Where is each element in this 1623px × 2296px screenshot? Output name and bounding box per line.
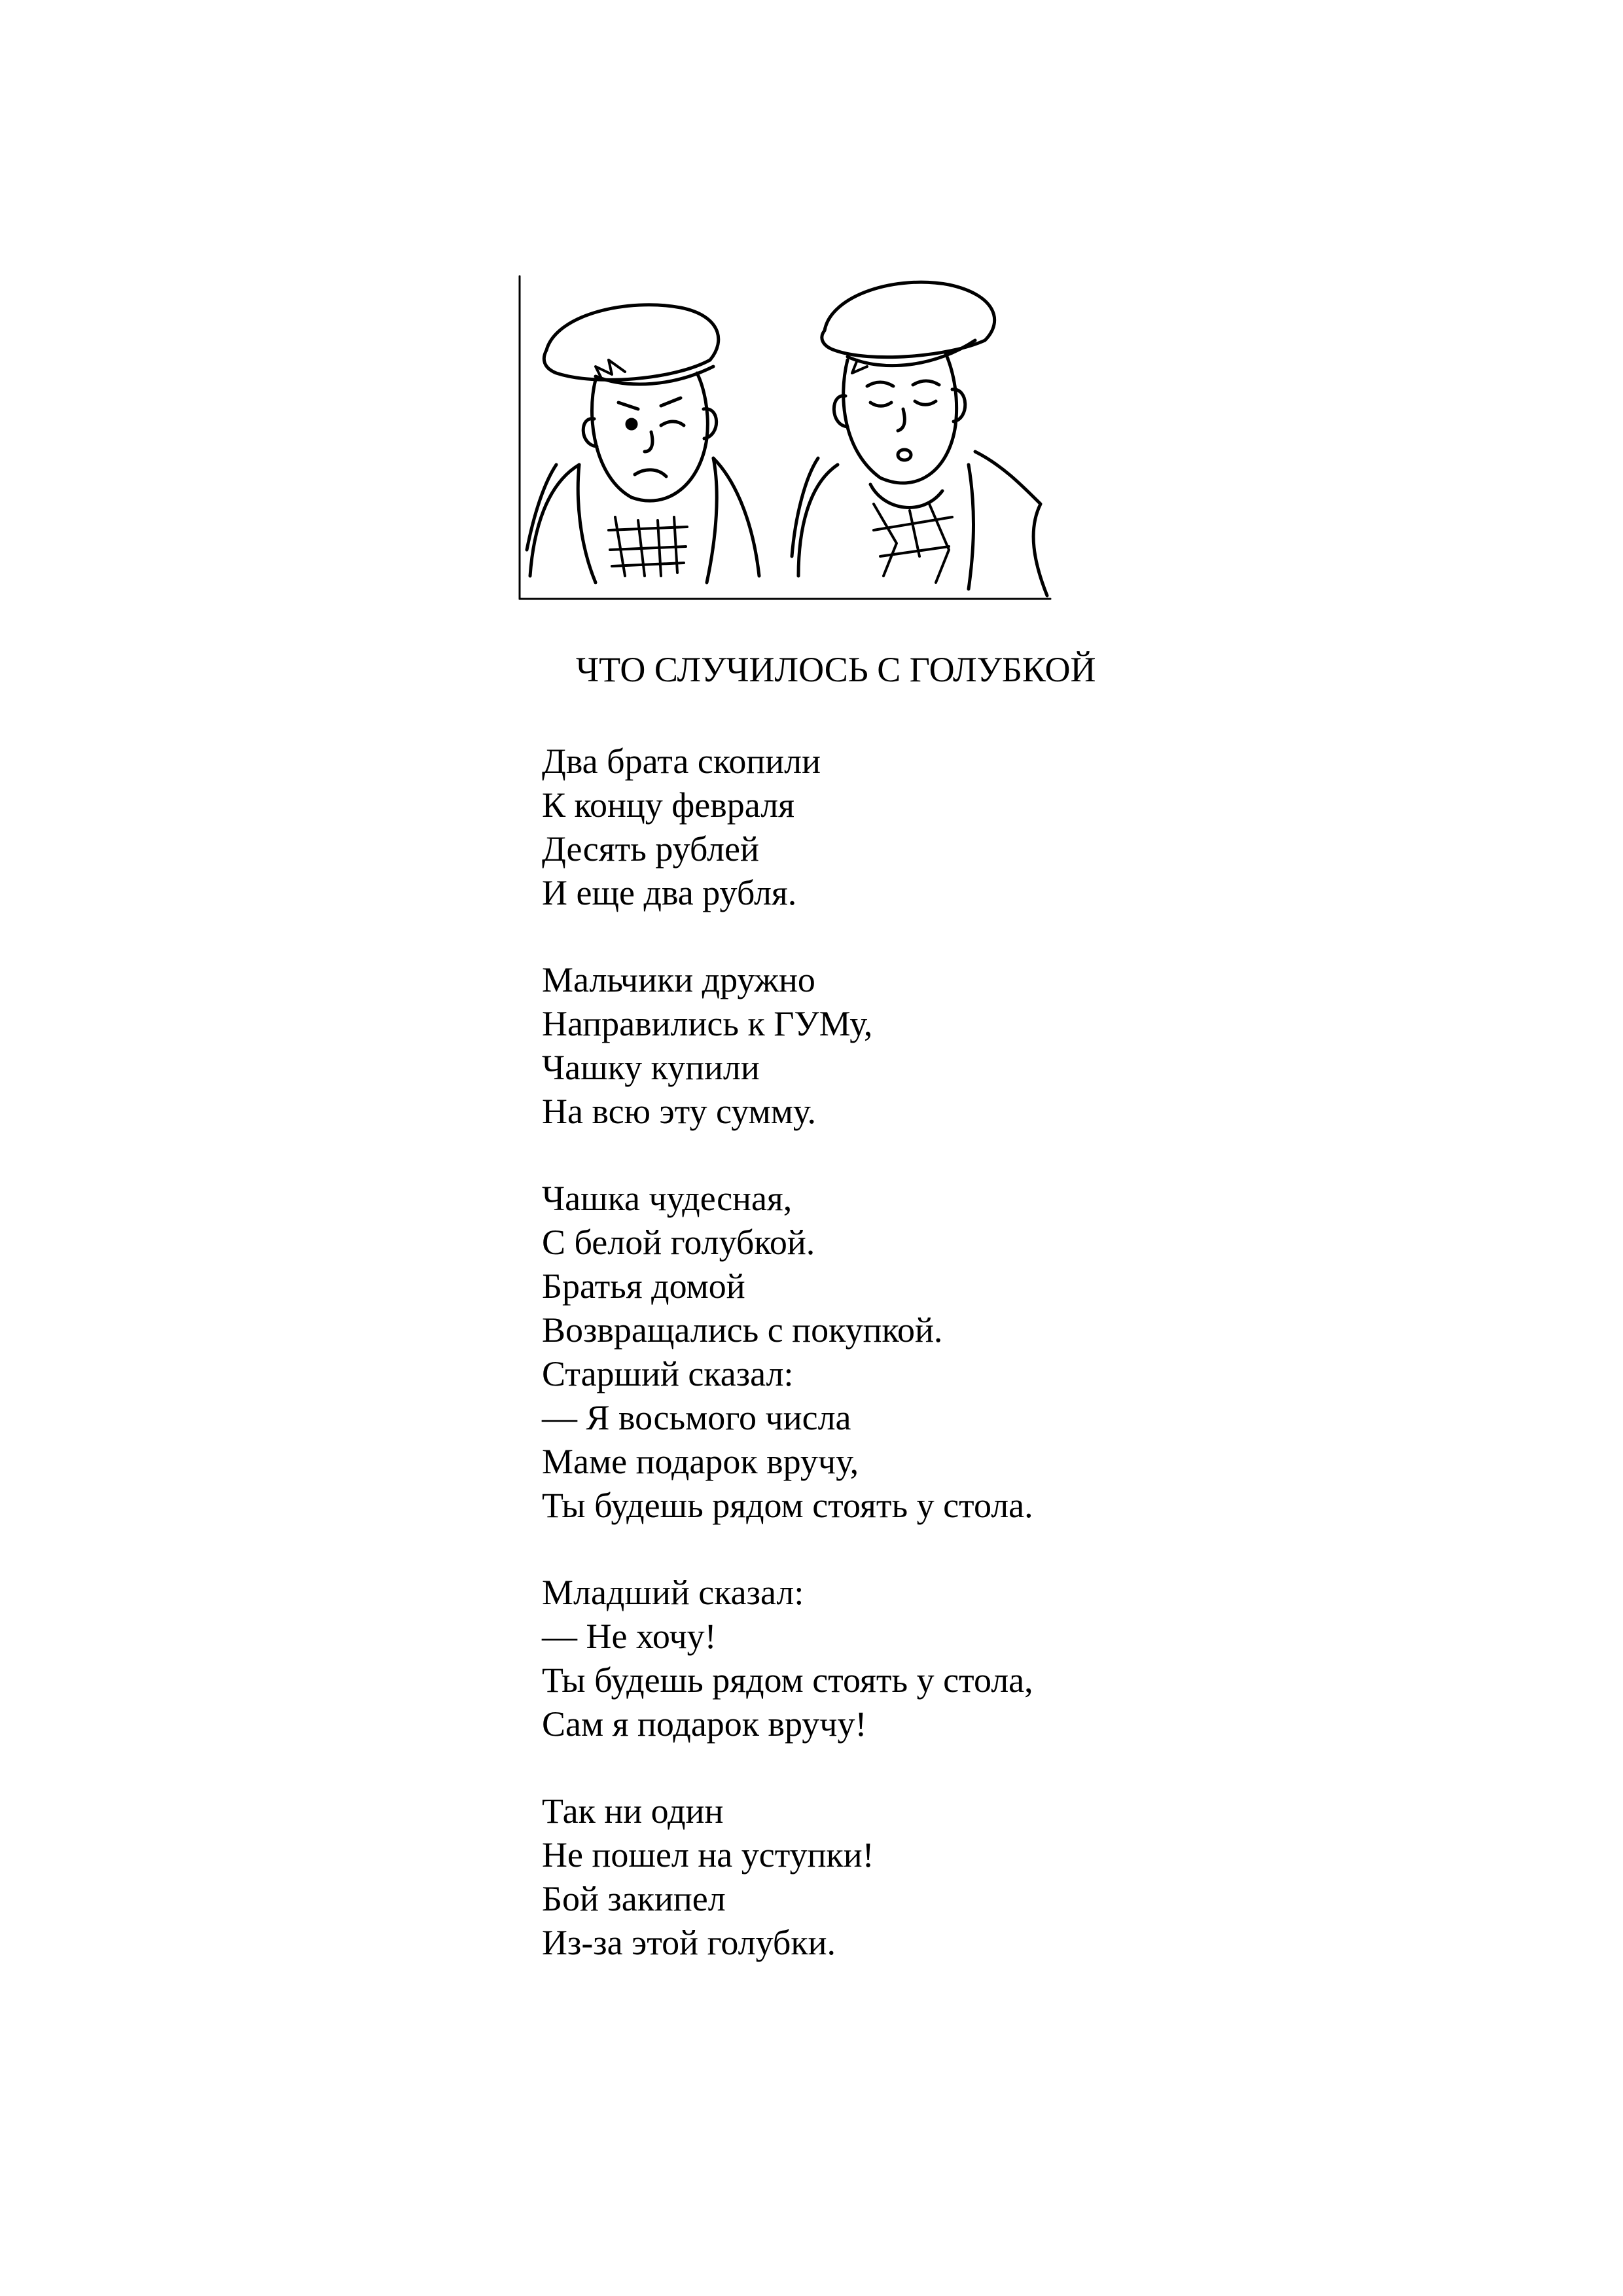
stanza-3 bbox=[542, 1177, 1393, 1528]
poem-line: Не пошел на уступки! bbox=[542, 1835, 874, 1874]
poem-body bbox=[542, 740, 1393, 2008]
poem-line: К концу февраля bbox=[542, 785, 794, 825]
stanza-1 bbox=[542, 740, 1393, 915]
stanza-2 bbox=[542, 958, 1393, 1134]
poem-line: С белой голубкой. bbox=[542, 1223, 815, 1262]
poem-line: Сам я подарок вручу! bbox=[542, 1704, 867, 1744]
poem-line: Ты будешь рядом стоять у стола. bbox=[542, 1486, 1033, 1525]
poem-line: Направились к ГУМу, bbox=[542, 1004, 873, 1043]
right-boy-figure bbox=[792, 282, 1047, 596]
poem-line: Возвращались с покупкой. bbox=[542, 1310, 943, 1350]
poem-line: — Я восьмого числа bbox=[542, 1398, 851, 1437]
poem-line: Десять рублей bbox=[542, 829, 759, 869]
poem-line: Чашка чудесная, bbox=[542, 1179, 793, 1218]
poem-line: Из-за этой голубки. bbox=[542, 1923, 836, 1962]
poem-line: Чашку купили bbox=[542, 1048, 760, 1087]
left-boy-figure bbox=[527, 305, 759, 583]
poem-line: Младший сказал: bbox=[542, 1573, 804, 1612]
stanza-5 bbox=[542, 1789, 1393, 1965]
poem-line: На всю эту сумму. bbox=[542, 1092, 817, 1131]
poem-line: Ты будешь рядом стоять у стола, bbox=[542, 1660, 1033, 1700]
poem-line: Мальчики дружно bbox=[542, 960, 815, 999]
stanza-4 bbox=[542, 1571, 1393, 1746]
poem-title: ЧТО СЛУЧИЛОСЬ С ГОЛУБКОЙ bbox=[576, 650, 1096, 689]
poem-line: Старший сказал: bbox=[542, 1354, 794, 1393]
poem-line: Бой закипел bbox=[542, 1879, 726, 1918]
poem-line: Два брата скопили bbox=[542, 742, 821, 781]
poem-line: — Не хочу! bbox=[542, 1617, 717, 1656]
poem-line: Братья домой bbox=[542, 1266, 745, 1306]
poem-line: Так ни один bbox=[542, 1791, 724, 1831]
poem-line: И еще два рубля. bbox=[542, 873, 797, 912]
two-boys-illustration bbox=[517, 268, 1054, 609]
poem-line: Маме подарок вручу, bbox=[542, 1442, 859, 1481]
